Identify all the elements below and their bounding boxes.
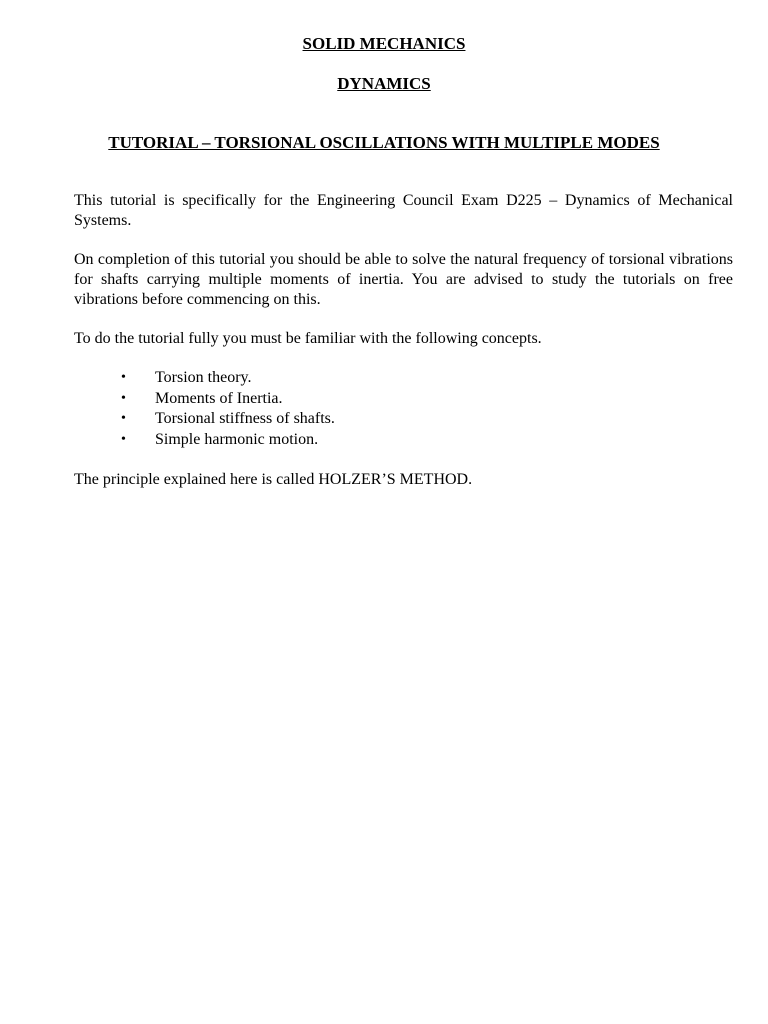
objectives-paragraph: On completion of this tutorial you should be able to solve the natural frequency of torsional vibrations for shafts carrying multiple moments of inertia. You are advised to study the tutorials on free vibrations before commencing on this. <box>74 251 733 308</box>
bullet-icon: • <box>121 390 126 406</box>
document-title: SOLID MECHANICS <box>302 34 466 53</box>
document-subtitle: DYNAMICS <box>337 74 431 93</box>
method-paragraph: The principle explained here is called HOLZER’S METHOD. <box>74 471 473 488</box>
list-item <box>74 409 674 430</box>
tutorial-heading: TUTORIAL – TORSIONAL OSCILLATIONS WITH MULTIPLE MODES <box>108 133 660 152</box>
concept-label: Torsion theory. <box>155 369 252 386</box>
concepts-list <box>74 368 674 451</box>
bullet-icon: • <box>121 411 126 427</box>
concept-label: Moments of Inertia. <box>155 389 283 407</box>
prerequisites-paragraph: To do the tutorial fully you must be familiar with the following concepts. <box>74 330 542 347</box>
bullet-icon: • <box>121 370 126 385</box>
list-item <box>74 430 674 451</box>
concept-label: Simple harmonic motion. <box>155 431 319 449</box>
intro-paragraph: This tutorial is specifically for the Engineering Council Exam D225 – Dynamics of Mechanical Systems. <box>74 192 733 229</box>
list-item <box>74 368 674 389</box>
list-item <box>74 389 674 410</box>
bullet-icon: • <box>121 432 126 448</box>
concept-label: Torsional stiffness of shafts. <box>155 410 335 428</box>
